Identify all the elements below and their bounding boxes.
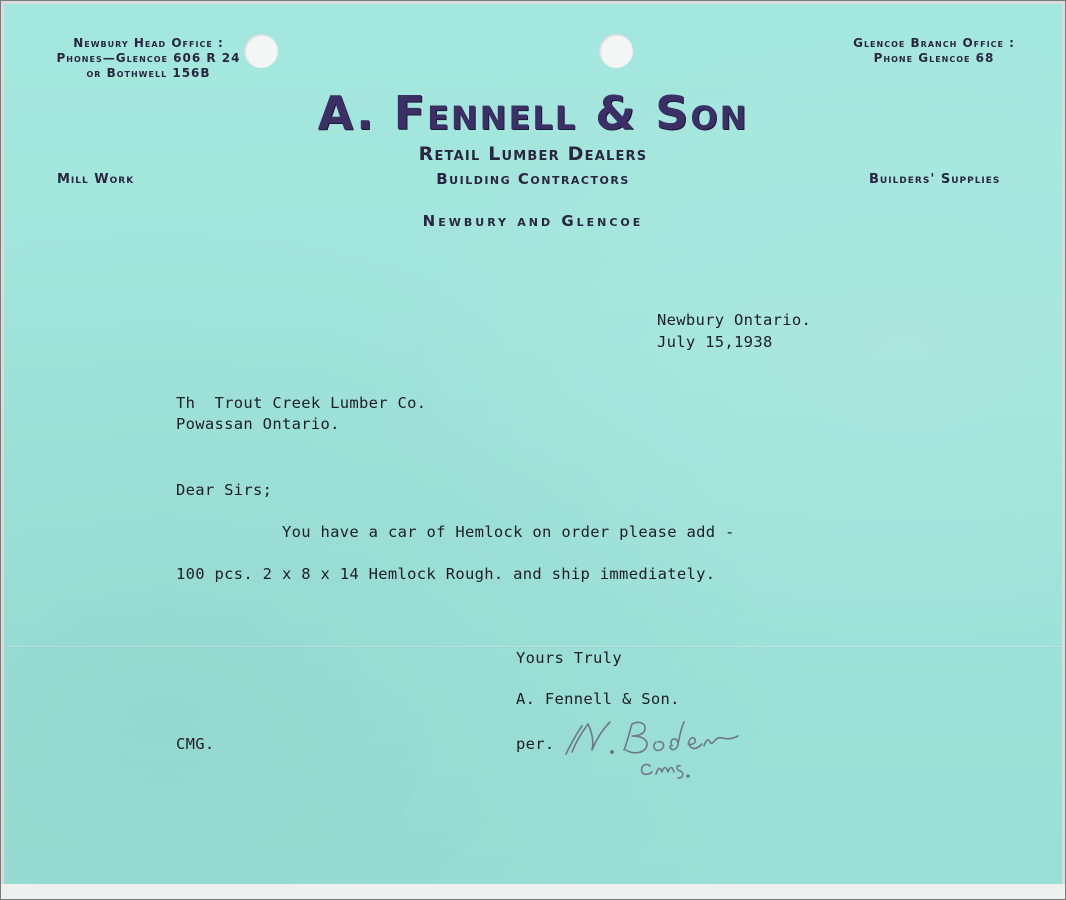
recipient-address: Powassan Ontario. — [176, 415, 340, 433]
typist-initials: CMG. — [176, 735, 215, 753]
head-office-line1: Newbury Head Office : — [73, 36, 224, 50]
punch-hole-left — [244, 34, 278, 68]
recipient-name: Th Trout Creek Lumber Co. — [176, 394, 427, 412]
branch-office-block — [834, 36, 1034, 66]
handwritten-signature — [562, 716, 762, 786]
body-line-1: You have a car of Hemlock on order please add - — [282, 523, 735, 541]
closing: Yours Truly — [516, 649, 622, 667]
head-office-line2: Phones—Glencoe 606 R 24 — [56, 51, 241, 65]
head-office-block — [56, 36, 241, 81]
left-service: Mill Work — [57, 172, 135, 187]
branch-office-line2: Phone Glencoe 68 — [873, 51, 995, 65]
firm-location: Newbury and Glencoe — [422, 212, 644, 230]
firm-name: A. Fennell & Son — [317, 86, 749, 140]
right-service: Builders' Supplies — [869, 172, 1001, 187]
letter-sheet — [4, 4, 1062, 884]
firm-signoff: A. Fennell & Son. — [516, 690, 680, 708]
per-label: per. — [516, 735, 555, 753]
salutation: Dear Sirs; — [176, 481, 273, 499]
letter-place: Newbury Ontario. — [657, 311, 812, 329]
body-line-2: 100 pcs. 2 x 8 x 14 Hemlock Rough. and ship immediately. — [176, 565, 716, 583]
letter-date: July 15,1938 — [657, 333, 773, 351]
firm-subtitle: Retail Lumber Dealers — [418, 143, 648, 165]
scan-bottom-edge — [0, 884, 1066, 900]
paper-fold-line — [4, 646, 1062, 648]
firm-tagline: Building Contractors — [436, 170, 630, 188]
head-office-line3: or Bothwell 156B — [86, 66, 211, 80]
branch-office-line1: Glencoe Branch Office : — [853, 36, 1015, 50]
punch-hole-right — [599, 34, 633, 68]
